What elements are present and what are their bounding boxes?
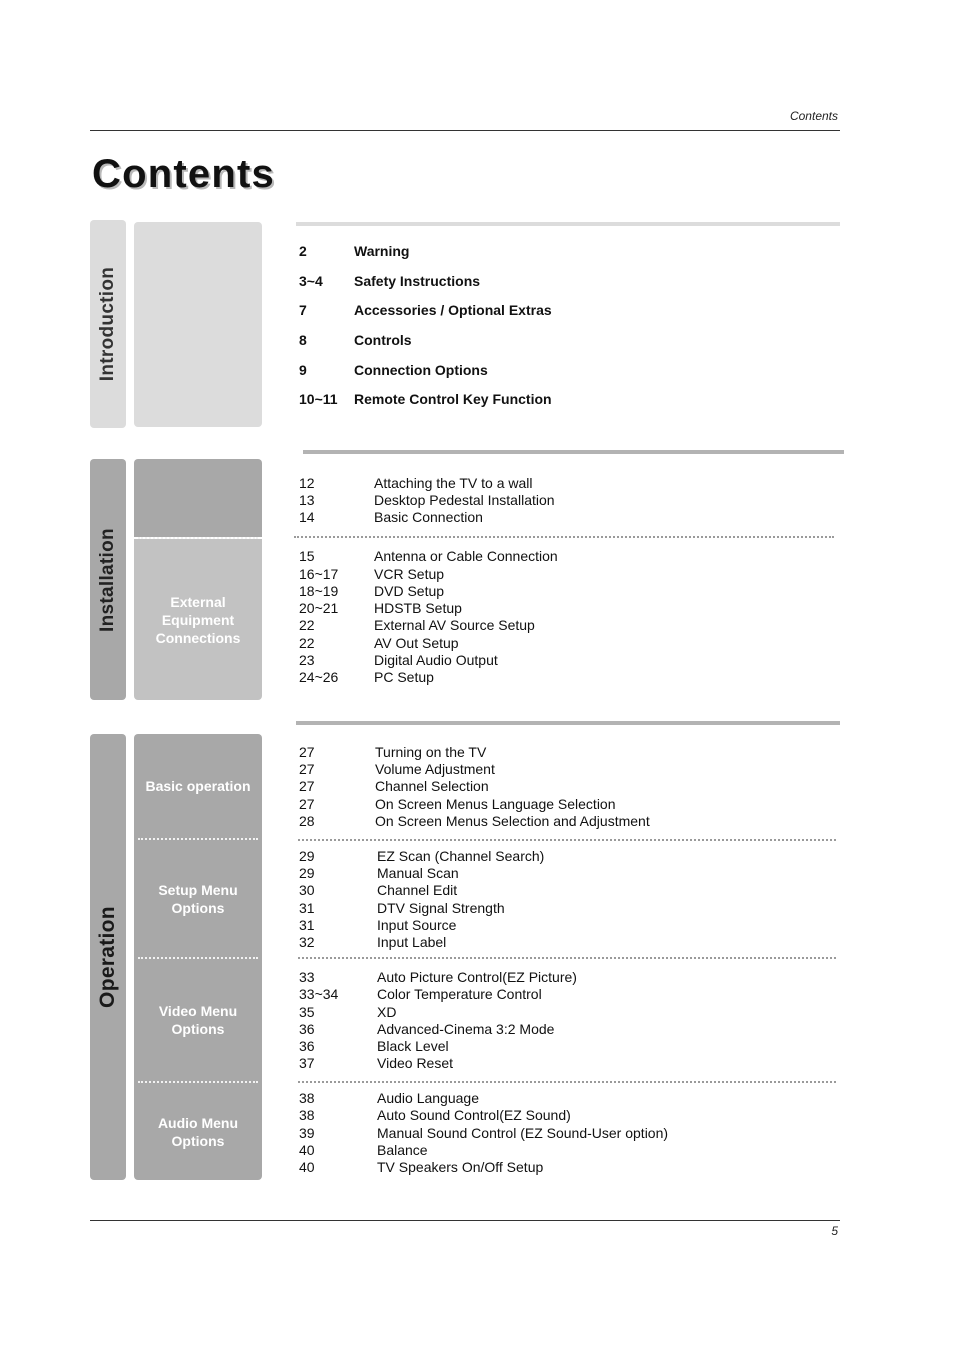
- toc-entry[interactable]: [299, 1004, 396, 1021]
- page-number: 5: [831, 1224, 838, 1238]
- toc-title: On Screen Menus Language Selection: [375, 796, 616, 812]
- toc-title: Advanced-Cinema 3:2 Mode: [377, 1021, 555, 1037]
- entry-separator: [298, 839, 836, 841]
- toc-page: 27: [299, 796, 315, 812]
- sub-label: Audio Menu Options: [157, 1114, 239, 1149]
- toc-entry[interactable]: [299, 969, 577, 986]
- toc-page: 30: [299, 882, 315, 898]
- operation-sub-block: [134, 734, 262, 1180]
- toc-title: Channel Selection: [375, 778, 489, 794]
- toc-page: 38: [299, 1107, 315, 1123]
- toc-page: 23: [299, 652, 315, 668]
- operation-tab-label: Operation: [96, 906, 119, 1008]
- toc-entry[interactable]: [299, 865, 459, 882]
- toc-entry[interactable]: [299, 669, 434, 686]
- installation-tab: [90, 459, 126, 700]
- toc-title: External AV Source Setup: [374, 617, 535, 633]
- toc-entry[interactable]: [299, 986, 542, 1003]
- toc-page: 27: [299, 761, 315, 777]
- toc-entry[interactable]: [299, 302, 552, 319]
- toc-title: Attaching the TV to a wall: [374, 475, 533, 491]
- installation-sub-basic: [134, 459, 262, 537]
- toc-page: 8: [299, 332, 307, 348]
- operation-bar: [296, 721, 840, 725]
- toc-page: 31: [299, 917, 315, 933]
- toc-page: 20~21: [299, 600, 339, 616]
- toc-page: 32: [299, 934, 315, 950]
- toc-page: 7: [299, 302, 307, 318]
- toc-entry[interactable]: [299, 796, 616, 813]
- toc-entry[interactable]: [299, 566, 444, 583]
- toc-entry[interactable]: [299, 273, 480, 290]
- toc-page: 29: [299, 848, 315, 864]
- toc-entry[interactable]: [299, 744, 486, 761]
- toc-title: Input Label: [377, 934, 447, 950]
- toc-page: 3~4: [299, 273, 323, 289]
- toc-title: Desktop Pedestal Installation: [374, 492, 555, 508]
- running-header: Contents: [789, 109, 838, 123]
- toc-page: 14: [299, 509, 315, 525]
- installation-tab-label: Installation: [97, 527, 118, 632]
- toc-entry[interactable]: [299, 917, 456, 934]
- toc-page: 39: [299, 1125, 315, 1141]
- toc-entry[interactable]: [299, 635, 459, 652]
- toc-title: Color Temperature Control: [377, 986, 542, 1002]
- toc-page: 36: [299, 1021, 315, 1037]
- toc-title: Channel Edit: [377, 882, 458, 898]
- header-rule: [90, 130, 840, 131]
- toc-title: Controls: [354, 332, 412, 348]
- toc-title: DTV Signal Strength: [377, 900, 505, 916]
- toc-entry[interactable]: [299, 332, 412, 349]
- toc-title: Warning: [354, 243, 410, 259]
- toc-entry[interactable]: [299, 1107, 571, 1124]
- toc-page: 2: [299, 243, 307, 259]
- toc-page: 10~11: [299, 391, 338, 407]
- toc-entry[interactable]: [299, 600, 462, 617]
- toc-page: 37: [299, 1055, 315, 1071]
- toc-entry[interactable]: [299, 1090, 479, 1107]
- toc-page: 38: [299, 1090, 315, 1106]
- toc-title: Video Reset: [377, 1055, 454, 1071]
- toc-title: Remote Control Key Function: [354, 391, 552, 407]
- toc-entry[interactable]: [299, 1038, 449, 1055]
- toc-title: Input Source: [377, 917, 457, 933]
- toc-entry[interactable]: [299, 475, 533, 492]
- toc-page: 27: [299, 744, 315, 760]
- entry-separator: [298, 957, 836, 959]
- toc-entry[interactable]: [299, 652, 498, 669]
- toc-title: Accessories / Optional Extras: [354, 302, 552, 318]
- toc-entry[interactable]: [299, 391, 552, 408]
- introduction-tab-label: Introduction: [97, 266, 118, 382]
- toc-page: 40: [299, 1159, 315, 1175]
- toc-page: 40: [299, 1142, 315, 1158]
- introduction-tab: [90, 220, 126, 428]
- footer-rule: [90, 1220, 840, 1221]
- operation-sub-setup[interactable]: [134, 840, 262, 957]
- operation-tab: [90, 734, 126, 1180]
- toc-page: 13: [299, 492, 315, 508]
- toc-title: Turning on the TV: [375, 744, 487, 760]
- sub-label: Video Menu Options: [158, 1002, 238, 1037]
- toc-entry[interactable]: [299, 1055, 453, 1072]
- toc-page: 36: [299, 1038, 315, 1054]
- toc-entry[interactable]: [299, 1142, 428, 1159]
- operation-sub-audio[interactable]: [134, 1083, 262, 1180]
- operation-sub-basic[interactable]: [134, 734, 262, 837]
- toc-entry[interactable]: [299, 882, 457, 899]
- toc-title: Black Level: [377, 1038, 449, 1054]
- toc-title: On Screen Menus Selection and Adjustment: [375, 813, 650, 829]
- toc-title: Balance: [377, 1142, 428, 1158]
- toc-page: 24~26: [299, 669, 339, 685]
- toc-entry[interactable]: [299, 243, 409, 260]
- toc-page: 15: [299, 548, 315, 564]
- toc-title: TV Speakers On/Off Setup: [377, 1159, 544, 1175]
- toc-title: Manual Scan: [377, 865, 459, 881]
- toc-title: Auto Sound Control(EZ Sound): [377, 1107, 571, 1123]
- sub-label: Basic operation: [145, 777, 251, 794]
- toc-title: XD: [377, 1004, 397, 1020]
- toc-page: 12: [299, 475, 315, 491]
- toc-entry[interactable]: [299, 617, 535, 634]
- entry-separator: [294, 536, 834, 538]
- installation-bar: [303, 450, 844, 454]
- toc-entry[interactable]: [299, 900, 505, 917]
- toc-entry[interactable]: [299, 934, 446, 951]
- toc-title: Connection Options: [354, 362, 488, 378]
- toc-entry[interactable]: [299, 1159, 543, 1176]
- toc-entry[interactable]: [299, 583, 444, 600]
- toc-title: Auto Picture Control(EZ Picture): [377, 969, 577, 985]
- toc-entry[interactable]: [299, 778, 489, 795]
- toc-page: 16~17: [299, 566, 339, 582]
- toc-entry[interactable]: [299, 761, 495, 778]
- toc-title: AV Out Setup: [374, 635, 459, 651]
- page-title: Contents: [92, 152, 275, 196]
- toc-page: 29: [299, 865, 315, 881]
- toc-title: VCR Setup: [374, 566, 445, 582]
- sub-label: Setup Menu Options: [158, 881, 238, 916]
- toc-entry[interactable]: [299, 492, 555, 509]
- toc-page: 33: [299, 969, 315, 985]
- toc-title: Antenna or Cable Connection: [374, 548, 558, 564]
- introduction-bar: [296, 222, 840, 226]
- toc-title: Digital Audio Output: [374, 652, 498, 668]
- toc-page: 35: [299, 1004, 315, 1020]
- toc-page: 9: [299, 362, 307, 378]
- toc-title: DVD Setup: [374, 583, 445, 599]
- toc-entry[interactable]: [299, 848, 544, 865]
- toc-page: 27: [299, 778, 315, 794]
- toc-entry[interactable]: [299, 813, 650, 830]
- toc-title: EZ Scan (Channel Search): [377, 848, 545, 864]
- toc-title: Basic Connection: [374, 509, 483, 525]
- toc-title: PC Setup: [374, 669, 434, 685]
- toc-entry[interactable]: [299, 362, 488, 379]
- toc-title: Audio Language: [377, 1090, 479, 1106]
- toc-title: Safety Instructions: [354, 273, 481, 289]
- toc-page: 33~34: [299, 986, 339, 1002]
- entry-separator: [298, 1081, 836, 1083]
- installation-sub-external[interactable]: [134, 539, 262, 700]
- toc-entry[interactable]: [299, 509, 483, 526]
- toc-entry[interactable]: [299, 1125, 668, 1142]
- toc-page: 28: [299, 813, 315, 829]
- toc-entry[interactable]: [299, 548, 558, 565]
- operation-sub-video[interactable]: [134, 959, 262, 1080]
- toc-page: 18~19: [299, 583, 339, 599]
- toc-title: Volume Adjustment: [375, 761, 495, 777]
- toc-title: HDSTB Setup: [374, 600, 462, 616]
- toc-page: 22: [299, 635, 315, 651]
- sub-label: External Equipment Connections: [155, 593, 241, 646]
- installation-sub-block: [134, 459, 262, 700]
- toc-page: 31: [299, 900, 315, 916]
- toc-title: Manual Sound Control (EZ Sound-User option): [377, 1125, 669, 1141]
- introduction-sub-block: [134, 222, 262, 427]
- toc-page: 22: [299, 617, 315, 633]
- toc-entry[interactable]: [299, 1021, 554, 1038]
